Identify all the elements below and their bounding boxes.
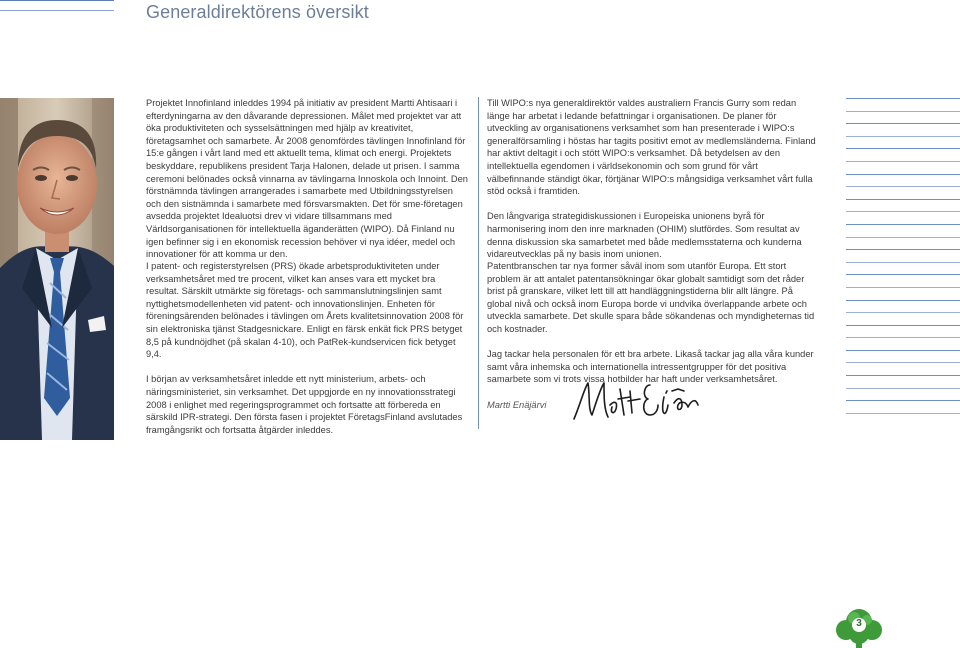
paragraph: Projektet Innofinland inleddes 1994 på initiativ av president Martti Ahtisaari i efterdyningarna av den dåvarande depressionen. Målet med projektet var att öka produktiviteten och sysselsättningen med hjälp av kreativitet, företagsamhet och samarbete. År 2008 genomfördes tävlingen Innofinland för 15:e gången i vårt land med ett aktuellt tema, klimat och energi. Projektets beskyddare, republikens president Tarja Halonen, delade ut prisen. I samma ceremoni belönades också vinnarna av tävlingarna Innoskola och Innoint. Den förstnämnda tävlingen arrangerades i samarbete med Utbildningsstyrelsen och den sistnämnda i samarbete med försvarsmakten. Det för sme-företagen avsedda projektet Idealuotsi drev vi vidare tillsammans med Världsorganisationen för intellektuella äganderätten (WIPO). Då Finland nu igen befinner sig i en ekonomisk recession behöver vi nya idéer, medel och innovationer för att komma ur den. [146, 98, 468, 260]
header-rule [0, 10, 114, 11]
left-column-bottom [146, 260, 468, 449]
page-title: Generaldirektörens översikt [146, 2, 369, 22]
paragraph: Patentbranschen tar nya former såväl inom som utanför Europa. Ett stort problem är att antalet patentansökningar ökar globalt samtidigt som det råder brist på granskare, vilket lett till att handläggningstiderna blir allt längre. På global nivå och också inom Europa borde vi undvika överlappande arbete och utveckla samarbete. Det skulle spara både sökandenas och myndigheternas tid och kostnader. [487, 261, 815, 334]
right-column-top [487, 97, 817, 273]
paragraph: Till WIPO:s nya generaldirektör valdes australiern Francis Gurry som redan länge har arbetat i ledande befattningar i organisationen. De planer för utveckling av organisationens verksamhet som han presenterade i WIPO:s generalförsamling i höstas har tagits positivt emot av medlemsländerna. Finland har aktivt deltagit i och stött WIPO:s verksamhet. Då betydelsen av den intellektuella egendomen i världsekonomin och som grund för vårt välbefinnande ständigt ökar, förtjänar WIPO:s mångsidiga verksamhet vårt fulla stöd också i framtiden. [487, 98, 816, 197]
handwritten-signature [570, 375, 710, 425]
paragraph: I patent- och registerstyrelsen (PRS) ökade arbetsproduktiviteten under verksamhetsåret med tre procent, vilket kan anses vara ett mycket bra resultat. Särskilt utmärkte sig företags- och sammanslutningslinjen samt nyttighetsmodellenheten vid patent- och innovationslinjen. Enheten för föreningsärenden belönades i tävlingen om Årets kvalitetsinnovation 2008 för sin elektroniska tjänst Stadgesnickare. Enligt en färsk enkät fick PRS betyget 8,5 på kundnöjdhet (på skalan 4-10), och PatRek-kundservicen fick betyget 9,4. [146, 261, 464, 360]
paragraph: I början av verksamhetsåret inledde ett nytt ministerium, arbets- och näringsministeriet, sin verksamhet. Det uppgjorde en ny innovationsstrategi 2008 i enlighet med regeringsprogrammet och fortsatte att förbereda en särskild IPR-strategi. Den första fasen i projektet FöretagsFinland avslutades framgångsrikt och fortsatta åtgärder inleddes. [146, 374, 463, 435]
margin-rules [846, 98, 960, 425]
page-number: 3 [856, 618, 862, 629]
signatory-name: Martti Enäjärvi [487, 399, 547, 410]
left-column-top [146, 97, 468, 273]
column-divider [478, 97, 479, 429]
portrait-photo [0, 98, 114, 440]
paragraph: Den långvariga strategidiskussionen i Europeiska unionens byrå för harmonisering inom den inre marknaden (OHIM) slutfördes. Som resultat av denna diskussion ska samarbetet med både medlemsstaterna och kunderna vidareutvecklas på ny basis inom unionen. [487, 211, 802, 260]
header-rule [0, 0, 114, 1]
paragraph: Jag tackar hela personalen för ett bra arbete. Likaså tackar jag alla våra kunder samt våra inhemska och internationella intressentgrupper för det positiva samarbete som vi trots vissa hotbilder har haft under verksamhetsåret. [487, 349, 814, 385]
